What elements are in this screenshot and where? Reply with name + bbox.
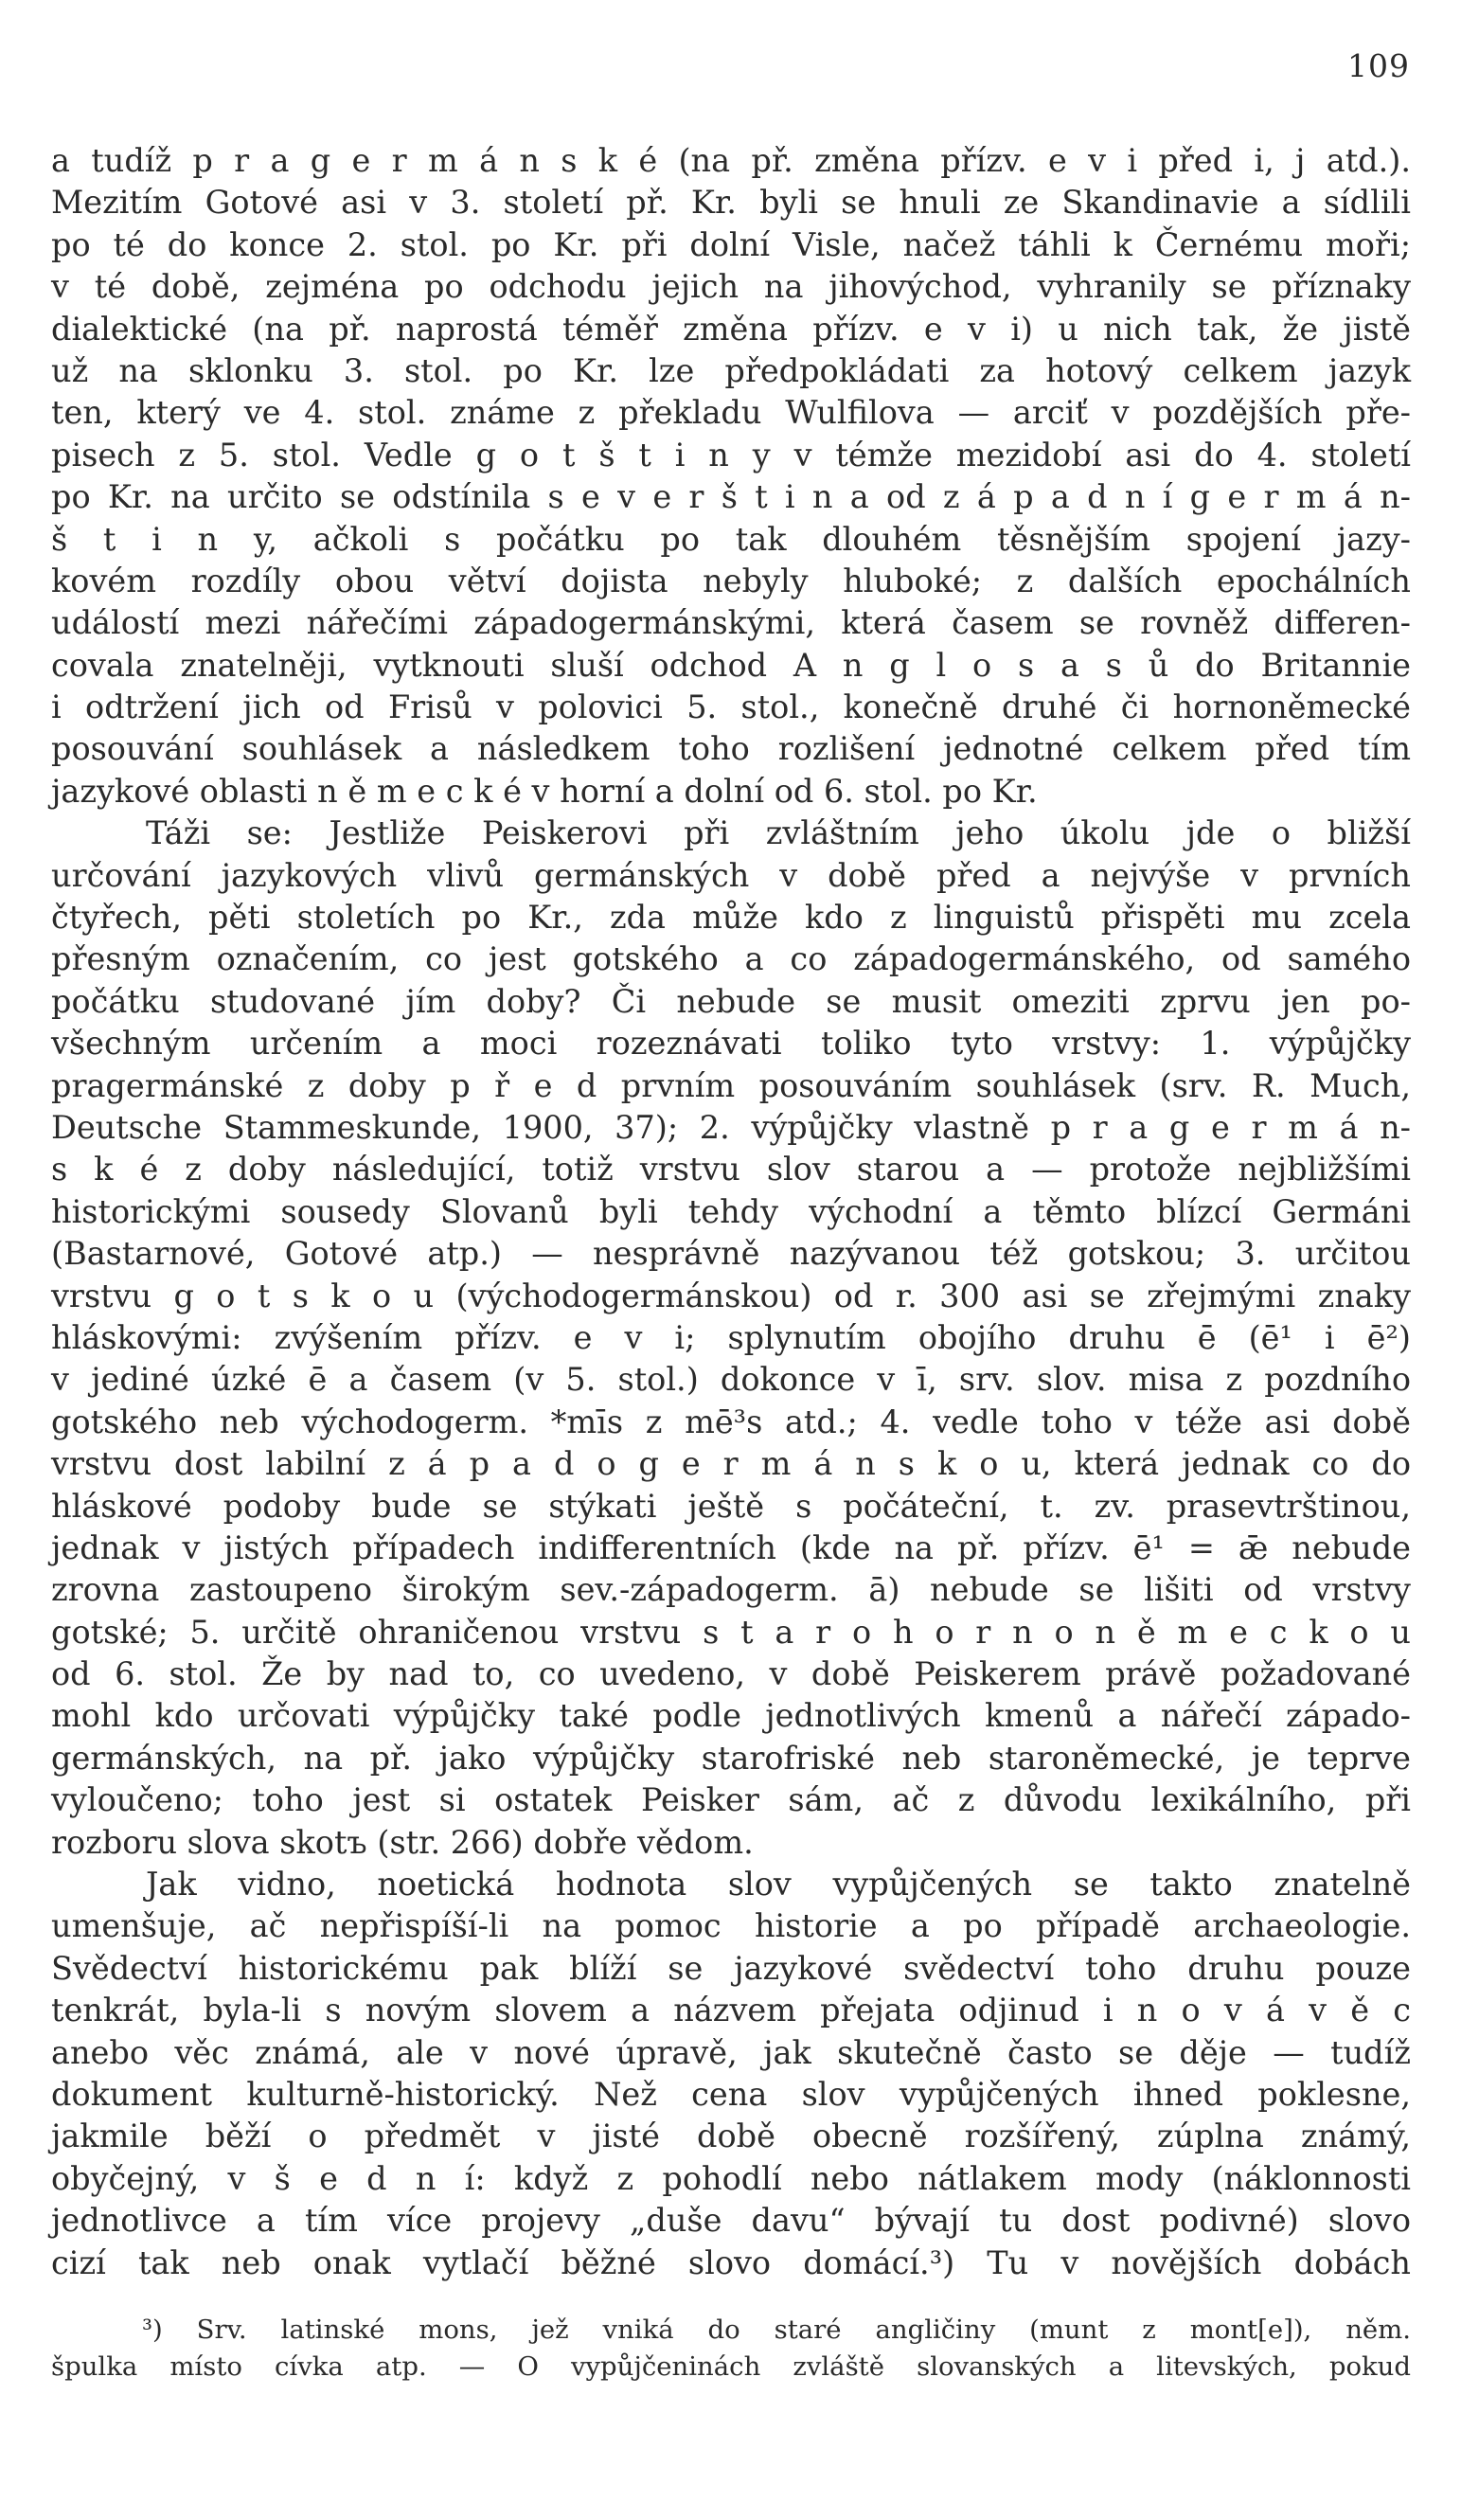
text-line: hláskové podoby bude se stýkati ještě s počáteční, t. zv. prasevtrštinou, [51,1487,1411,1525]
text-line: čtyřech, pěti stoletích po Kr., zda může kdo z linguistů přispěti mu zcela [51,899,1411,937]
text-line: a tudíž p r a g e r m á n s k é (na př. změna přízv. e v i před i, j atd.). [51,142,1411,179]
text-line: dokument kulturně-historický. Než cena slov vypůjčených ihned poklesne, [51,2075,1411,2113]
text-line: událostí mezi nářečími západogermánskými, která časem se rovněž differen- [51,604,1411,642]
text-line: Deutsche Stammeskunde, 1900, 37); 2. výpůjčky vlastně p r a g e r m á n- [51,1108,1411,1146]
text-line: v jediné úzké ē a časem (v 5. stol.) dokonce v ī, srv. slov. misa z pozdního [51,1361,1411,1399]
text-line: (Bastarnové, Gotové atp.) — nesprávně nazývanou též gotskou; 3. určitou [51,1235,1411,1273]
text-line: rozboru slova skotъ (str. 266) dobře vědom. [51,1823,754,1861]
text-line: gotské; 5. určitě ohraničenou vrstvu s t a r o h o r n o n ě m e c k o u [51,1613,1411,1651]
text-line: dialektické (na př. naprostá téměř změna přízv. e v i) u nich tak, že jistě [51,310,1411,348]
text-line: už na sklonku 3. stol. po Kr. lze předpokládati za hotový celkem jazyk [51,351,1411,389]
text-line: covala znatelněji, vytknouti sluší odchod A n g l o s a s ů do Britannie [51,646,1411,684]
text-line: s k é z doby následující, totiž vrstvu slov starou a — protože nejbližšími [51,1151,1411,1189]
paragraph-start: Táži se: Jestliže Peiskerovi při zvláštním jeho úkolu jde o bližší [146,814,1411,852]
text-line: pisech z 5. stol. Vedle g o t š t i n y v témže mezidobí asi do 4. století [51,436,1411,474]
text-line: posouvání souhlásek a následkem toho rozlišení jednotné celkem před tím [51,730,1411,768]
text-line: přesným označením, co jest gotského a co západogermánského, od samého [51,940,1411,978]
page-number: 109 [1347,47,1410,84]
text-line: tenkrát, byla-li s novým slovem a názvem přejata odjinud i n o v á v ě c [51,1992,1411,2029]
text-line: jazykové oblasti n ě m e c k é v horní a dolní od 6. stol. po Kr. [51,772,1038,810]
text-line: š t i n y, ačkoli s počátku po tak dlouhém těsnějším spojení jazy- [51,520,1411,558]
text-line: mohl kdo určovati výpůjčky také podle jednotlivých kmenů a nářečí západo- [51,1697,1411,1735]
text-line: Mezitím Gotové asi v 3. století př. Kr. byli se hnuli ze Skandinavie a sídlili [51,184,1411,222]
text-line: jednotlivce a tím více projevy „duše davu“ bývají tu dost podivné) slovo [51,2202,1411,2240]
text-line: Svědectví historickému pak blíží se jazykové svědectví toho druhu pouze [51,1949,1411,1987]
text-line: v té době, zejména po odchodu jejich na jihovýchod, vyhranily se příznaky [51,268,1411,306]
text-line: jednak v jistých případech indifferentních (kde na př. přízv. ē¹ = ǣ nebude [51,1528,1411,1566]
footnote-line: ³) Srv. latinské mons, jež vniká do staré angličiny (munt z mont[e]), něm. [142,2314,1411,2345]
text-line: od 6. stol. Že by nad to, co uvedeno, v době Peiskerem právě požadované [51,1655,1411,1693]
text-line: jakmile běží o předmět v jisté době obecně rozšířený, zúplna známý, [51,2118,1411,2155]
text-line: pragermánské z doby p ř e d prvním posouváním souhlásek (srv. R. Much, [51,1066,1411,1104]
text-line: vyloučeno; toho jest si ostatek Peisker sám, ač z důvodu lexikálního, při [51,1781,1411,1819]
text-line: všechným určením a moci rozeznávati toliko tyto vrstvy: 1. výpůjčky [51,1025,1411,1063]
text-line: určování jazykových vlivů germánských v době před a nejvýše v prvních [51,856,1411,894]
text-line: ten, který ve 4. stol. známe z překladu Wulfilova — arciť v pozdějších pře- [51,394,1411,432]
text-line: vrstvu dost labilní z á p a d o g e r m á n s k o u, která jednak co do [51,1445,1411,1483]
text-line: cizí tak neb onak vytlačí běžné slovo domácí.³) Tu v novějších dobách [51,2243,1411,2281]
text-line: i odtržení jich od Frisů v polovici 5. stol., konečně druhé či hornoněmecké [51,688,1411,726]
main-text [51,140,1411,2284]
text-line: anebo věc známá, ale v nové úpravě, jak skutečně často se děje — tudíž [51,2033,1411,2071]
text-line: zrovna zastoupeno širokým sev.-západogerm. ā) nebude se lišiti od vrstvy [51,1571,1411,1609]
text-line: po té do konce 2. stol. po Kr. při dolní Visle, načež táhli k Černému moři; [51,225,1411,263]
text-line: germánských, na př. jako výpůjčky starofriské neb staroněmecké, je teprve [51,1739,1411,1777]
footnotes [51,2312,1411,2386]
footnote-line: špulka místo cívka atp. — O vypůjčeninách zvláště slovanských a litevských, pokud [51,2351,1411,2382]
paragraph-start: Jak vidno, noetická hodnota slov vypůjčených se takto znatelně [146,1866,1411,1903]
text-line: po Kr. na určito se odstínila s e v e r š t i n a od z á p a d n í g e r m á n- [51,478,1411,516]
text-line: kovém rozdíly obou větví dojista nebyly hluboké; z dalších epochálních [51,562,1411,599]
text-line: gotského neb východogerm. *mīs z mē³s atd.; 4. vedle toho v téže asi době [51,1403,1411,1440]
text-line: hláskovými: zvýšením přízv. e v i; splynutím obojího druhu ē (ē¹ i ē²) [51,1318,1411,1356]
text-line: obyčejný, v š e d n í: když z pohodlí nebo nátlakem mody (náklonnosti [51,2159,1411,2197]
text-line: vrstvu g o t s k o u (východogermánskou) od r. 300 asi se zřejmými znaky [51,1277,1411,1314]
text-line: historickými sousedy Slovanů byli tehdy východní a těmto blízcí Germáni [51,1192,1411,1230]
text-line: umenšuje, ač nepřispíší-li na pomoc historie a po případě archaeologie. [51,1907,1411,1945]
text-line: počátku studované jím doby? Či nebude se musit omeziti zprvu jen po- [51,982,1411,1020]
